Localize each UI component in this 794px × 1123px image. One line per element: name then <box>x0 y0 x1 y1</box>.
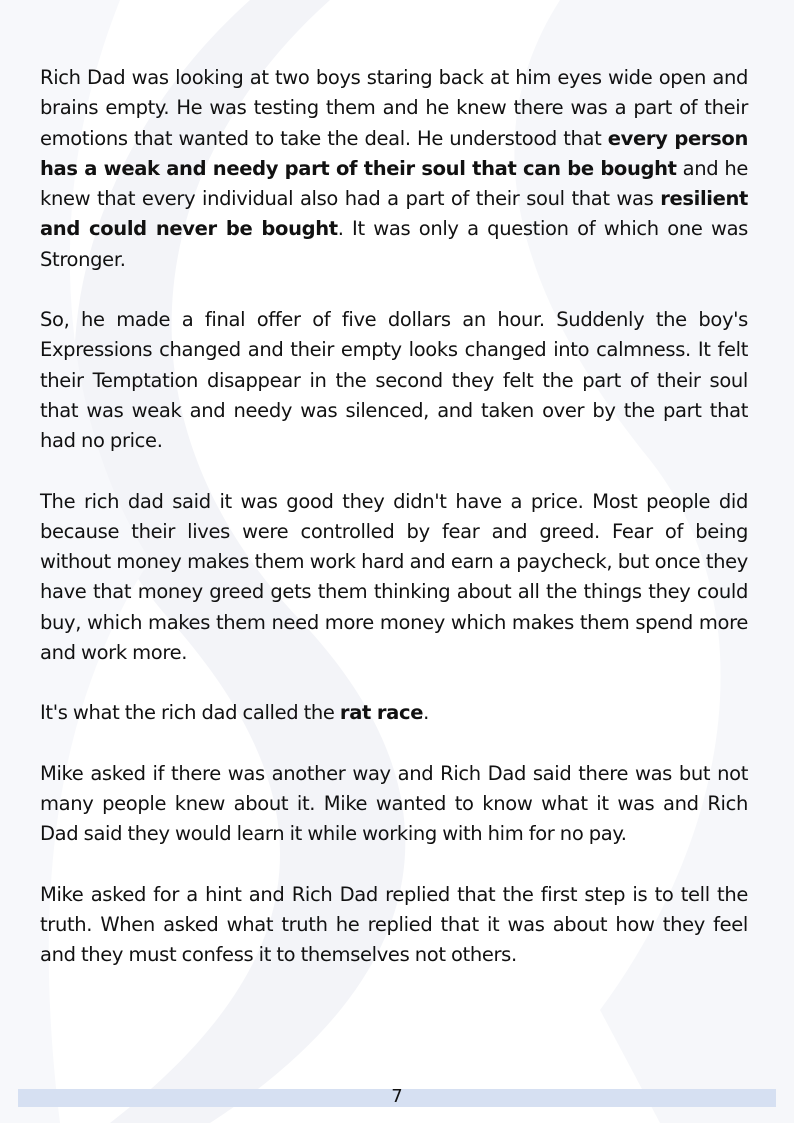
text-run: Mike asked for a hint and Rich Dad replied that the first step is to tell the truth. When asked what truth he replied that it was about how they feel and they must confess it to themselves not others. <box>40 882 748 967</box>
bold-text-run: every person has a weak and needy part of their soul that can be bought <box>40 126 748 180</box>
text-run: So, he made a final offer of five dollars an hour. Suddenly the boy's Expressions changed and their empty looks changed into calmness. It felt their Temptation disappear in the second they felt the part of their soul that was weak and needy was silenced, and taken over by the part that had no price. <box>40 308 748 453</box>
text-run: Rich Dad was looking at two boys staring back at him eyes wide open and brains empty. He was testing them and he knew there was a part of their emotions that wanted to take the deal. He understood that <box>40 66 748 150</box>
paragraph <box>40 698 748 728</box>
paragraph <box>40 305 748 456</box>
bold-text-run: resilient and could never be bought <box>40 187 748 241</box>
page-number: 7 <box>391 1086 403 1107</box>
text-run: The rich dad said it was good they didn't have a price. Most people did because their lives were controlled by fear and greed. Fear of being without money makes them work hard and earn a paycheck, but once they have that money greed gets them thinking about all the things they could buy, which makes them need more money which makes them spend more and work more. <box>40 489 748 665</box>
text-run: It's what the rich dad called the <box>40 701 340 725</box>
text-run: and he knew that every individual also had a part of their soul that was <box>40 156 748 211</box>
text-run: . It was only a question of which one was Stronger. <box>40 217 748 271</box>
document-body <box>40 63 748 1000</box>
text-run: . <box>423 701 429 725</box>
paragraph <box>40 880 748 971</box>
text-run: Mike asked if there was another way and Rich Dad said there was but not many people knew about it. Mike wanted to know what it was and Rich Dad said they would learn it while working with him for no pay. <box>40 761 748 846</box>
paragraph <box>40 487 748 669</box>
bold-text-run: rat race <box>339 701 424 725</box>
paragraph <box>40 63 748 275</box>
paragraph <box>40 759 748 850</box>
